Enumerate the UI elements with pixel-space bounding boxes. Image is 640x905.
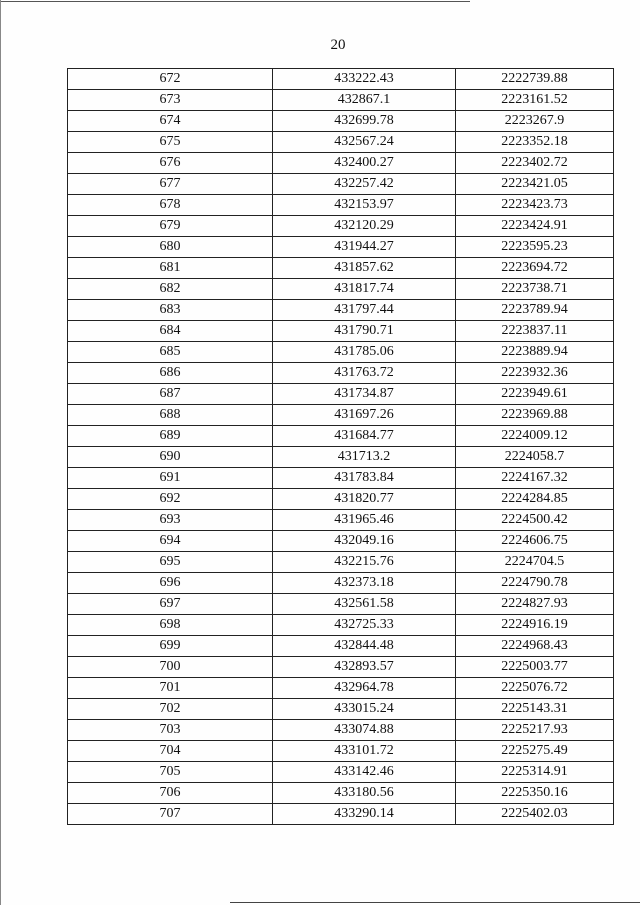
table-row bbox=[68, 489, 614, 510]
x-coordinate-cell: 431790.71 bbox=[273, 321, 456, 342]
point-number-cell: 677 bbox=[68, 174, 273, 195]
y-coordinate-cell: 2223267.9 bbox=[456, 111, 614, 132]
y-coordinate-cell: 2224916.19 bbox=[456, 615, 614, 636]
point-number-cell: 698 bbox=[68, 615, 273, 636]
x-coordinate-cell: 432257.42 bbox=[273, 174, 456, 195]
coordinate-table bbox=[67, 68, 614, 825]
table-row bbox=[68, 573, 614, 594]
y-coordinate-cell: 2223424.91 bbox=[456, 216, 614, 237]
point-number-cell: 700 bbox=[68, 657, 273, 678]
y-coordinate-cell: 2223949.61 bbox=[456, 384, 614, 405]
point-number-cell: 691 bbox=[68, 468, 273, 489]
x-coordinate-cell: 431785.06 bbox=[273, 342, 456, 363]
table-row bbox=[68, 237, 614, 258]
point-number-cell: 690 bbox=[68, 447, 273, 468]
y-coordinate-cell: 2225350.16 bbox=[456, 783, 614, 804]
point-number-cell: 682 bbox=[68, 279, 273, 300]
table-row bbox=[68, 804, 614, 825]
table-row bbox=[68, 552, 614, 573]
x-coordinate-cell: 433074.88 bbox=[273, 720, 456, 741]
table-row bbox=[68, 216, 614, 237]
scan-edge-left bbox=[0, 0, 1, 905]
x-coordinate-cell: 431965.46 bbox=[273, 510, 456, 531]
point-number-cell: 674 bbox=[68, 111, 273, 132]
point-number-cell: 692 bbox=[68, 489, 273, 510]
table-row bbox=[68, 510, 614, 531]
scan-edge-bottom bbox=[230, 902, 640, 903]
point-number-cell: 703 bbox=[68, 720, 273, 741]
x-coordinate-cell: 432153.97 bbox=[273, 195, 456, 216]
table-row bbox=[68, 405, 614, 426]
point-number-cell: 704 bbox=[68, 741, 273, 762]
y-coordinate-cell: 2224790.78 bbox=[456, 573, 614, 594]
x-coordinate-cell: 431797.44 bbox=[273, 300, 456, 321]
x-coordinate-cell: 431763.72 bbox=[273, 363, 456, 384]
table-row bbox=[68, 132, 614, 153]
table-row bbox=[68, 321, 614, 342]
table-row bbox=[68, 384, 614, 405]
point-number-cell: 701 bbox=[68, 678, 273, 699]
y-coordinate-cell: 2223837.11 bbox=[456, 321, 614, 342]
y-coordinate-cell: 2225143.31 bbox=[456, 699, 614, 720]
x-coordinate-cell: 433290.14 bbox=[273, 804, 456, 825]
table-row bbox=[68, 615, 614, 636]
point-number-cell: 684 bbox=[68, 321, 273, 342]
x-coordinate-cell: 431684.77 bbox=[273, 426, 456, 447]
y-coordinate-cell: 2222739.88 bbox=[456, 69, 614, 90]
point-number-cell: 707 bbox=[68, 804, 273, 825]
point-number-cell: 676 bbox=[68, 153, 273, 174]
y-coordinate-cell: 2223352.18 bbox=[456, 132, 614, 153]
table-row bbox=[68, 363, 614, 384]
x-coordinate-cell: 432699.78 bbox=[273, 111, 456, 132]
x-coordinate-cell: 432964.78 bbox=[273, 678, 456, 699]
point-number-cell: 689 bbox=[68, 426, 273, 447]
table-row bbox=[68, 90, 614, 111]
y-coordinate-cell: 2225402.03 bbox=[456, 804, 614, 825]
point-number-cell: 706 bbox=[68, 783, 273, 804]
table-row bbox=[68, 657, 614, 678]
x-coordinate-cell: 433222.43 bbox=[273, 69, 456, 90]
y-coordinate-cell: 2223421.05 bbox=[456, 174, 614, 195]
x-coordinate-cell: 432844.48 bbox=[273, 636, 456, 657]
y-coordinate-cell: 2223402.72 bbox=[456, 153, 614, 174]
x-coordinate-cell: 432867.1 bbox=[273, 90, 456, 111]
point-number-cell: 694 bbox=[68, 531, 273, 552]
y-coordinate-cell: 2223423.73 bbox=[456, 195, 614, 216]
y-coordinate-cell: 2223161.52 bbox=[456, 90, 614, 111]
point-number-cell: 675 bbox=[68, 132, 273, 153]
table-row bbox=[68, 636, 614, 657]
table-row bbox=[68, 279, 614, 300]
table-row bbox=[68, 741, 614, 762]
table-row bbox=[68, 447, 614, 468]
table-row bbox=[68, 783, 614, 804]
x-coordinate-cell: 432567.24 bbox=[273, 132, 456, 153]
point-number-cell: 685 bbox=[68, 342, 273, 363]
y-coordinate-cell: 2224704.5 bbox=[456, 552, 614, 573]
x-coordinate-cell: 432400.27 bbox=[273, 153, 456, 174]
table-row bbox=[68, 342, 614, 363]
point-number-cell: 672 bbox=[68, 69, 273, 90]
y-coordinate-cell: 2223932.36 bbox=[456, 363, 614, 384]
point-number-cell: 678 bbox=[68, 195, 273, 216]
x-coordinate-cell: 432893.57 bbox=[273, 657, 456, 678]
y-coordinate-cell: 2223694.72 bbox=[456, 258, 614, 279]
x-coordinate-cell: 433142.46 bbox=[273, 762, 456, 783]
table-row bbox=[68, 699, 614, 720]
table-row bbox=[68, 111, 614, 132]
point-number-cell: 697 bbox=[68, 594, 273, 615]
y-coordinate-cell: 2224167.32 bbox=[456, 468, 614, 489]
y-coordinate-cell: 2225003.77 bbox=[456, 657, 614, 678]
y-coordinate-cell: 2223595.23 bbox=[456, 237, 614, 258]
point-number-cell: 681 bbox=[68, 258, 273, 279]
x-coordinate-cell: 431734.87 bbox=[273, 384, 456, 405]
table-row bbox=[68, 678, 614, 699]
table-row bbox=[68, 195, 614, 216]
table-row bbox=[68, 258, 614, 279]
table-row bbox=[68, 426, 614, 447]
point-number-cell: 686 bbox=[68, 363, 273, 384]
table-row bbox=[68, 174, 614, 195]
x-coordinate-cell: 432373.18 bbox=[273, 573, 456, 594]
x-coordinate-cell: 432561.58 bbox=[273, 594, 456, 615]
x-coordinate-cell: 431944.27 bbox=[273, 237, 456, 258]
y-coordinate-cell: 2224606.75 bbox=[456, 531, 614, 552]
y-coordinate-cell: 2224009.12 bbox=[456, 426, 614, 447]
point-number-cell: 680 bbox=[68, 237, 273, 258]
table-row bbox=[68, 69, 614, 90]
x-coordinate-cell: 431857.62 bbox=[273, 258, 456, 279]
point-number-cell: 683 bbox=[68, 300, 273, 321]
x-coordinate-cell: 432215.76 bbox=[273, 552, 456, 573]
table-row bbox=[68, 468, 614, 489]
point-number-cell: 705 bbox=[68, 762, 273, 783]
table-row bbox=[68, 531, 614, 552]
y-coordinate-cell: 2224968.43 bbox=[456, 636, 614, 657]
x-coordinate-cell: 433180.56 bbox=[273, 783, 456, 804]
y-coordinate-cell: 2225275.49 bbox=[456, 741, 614, 762]
y-coordinate-cell: 2225217.93 bbox=[456, 720, 614, 741]
x-coordinate-cell: 432120.29 bbox=[273, 216, 456, 237]
y-coordinate-cell: 2224500.42 bbox=[456, 510, 614, 531]
point-number-cell: 687 bbox=[68, 384, 273, 405]
y-coordinate-cell: 2224058.7 bbox=[456, 447, 614, 468]
scan-edge-top bbox=[0, 1, 470, 2]
y-coordinate-cell: 2225314.91 bbox=[456, 762, 614, 783]
y-coordinate-cell: 2224827.93 bbox=[456, 594, 614, 615]
y-coordinate-cell: 2224284.85 bbox=[456, 489, 614, 510]
page-number: 20 bbox=[330, 37, 346, 53]
x-coordinate-cell: 431820.77 bbox=[273, 489, 456, 510]
coordinate-table-body bbox=[68, 69, 614, 825]
point-number-cell: 688 bbox=[68, 405, 273, 426]
table-row bbox=[68, 594, 614, 615]
point-number-cell: 702 bbox=[68, 699, 273, 720]
y-coordinate-cell: 2225076.72 bbox=[456, 678, 614, 699]
x-coordinate-cell: 433101.72 bbox=[273, 741, 456, 762]
point-number-cell: 679 bbox=[68, 216, 273, 237]
x-coordinate-cell: 431697.26 bbox=[273, 405, 456, 426]
x-coordinate-cell: 431783.84 bbox=[273, 468, 456, 489]
table-row bbox=[68, 300, 614, 321]
x-coordinate-cell: 432049.16 bbox=[273, 531, 456, 552]
point-number-cell: 699 bbox=[68, 636, 273, 657]
point-number-cell: 695 bbox=[68, 552, 273, 573]
point-number-cell: 696 bbox=[68, 573, 273, 594]
y-coordinate-cell: 2223969.88 bbox=[456, 405, 614, 426]
table-row bbox=[68, 762, 614, 783]
y-coordinate-cell: 2223789.94 bbox=[456, 300, 614, 321]
x-coordinate-cell: 431817.74 bbox=[273, 279, 456, 300]
table-row bbox=[68, 720, 614, 741]
x-coordinate-cell: 432725.33 bbox=[273, 615, 456, 636]
y-coordinate-cell: 2223889.94 bbox=[456, 342, 614, 363]
table-row bbox=[68, 153, 614, 174]
x-coordinate-cell: 433015.24 bbox=[273, 699, 456, 720]
point-number-cell: 673 bbox=[68, 90, 273, 111]
y-coordinate-cell: 2223738.71 bbox=[456, 279, 614, 300]
x-coordinate-cell: 431713.2 bbox=[273, 447, 456, 468]
point-number-cell: 693 bbox=[68, 510, 273, 531]
